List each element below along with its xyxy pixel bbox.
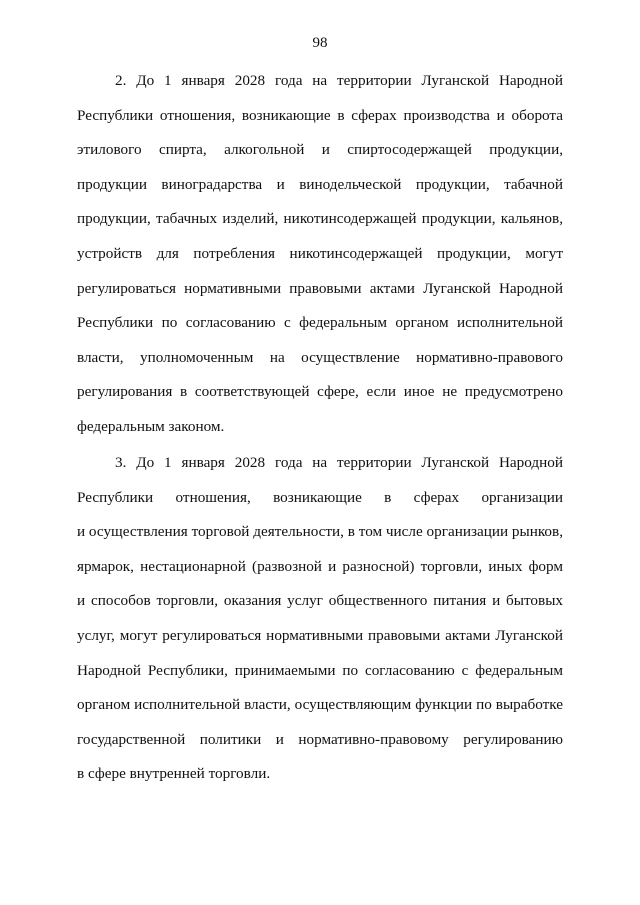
text-line: 2. До 1 января 2028 года на территории Луганской Народной	[115, 72, 563, 89]
text-line: устройств для потребления никотинсодержащей продукции, могут	[77, 244, 563, 262]
text-line: продукции, табачных изделий, никотинсодержащей продукции, кальянов,	[77, 210, 563, 228]
text-line: государственной политики и нормативно-правовому регулированию	[77, 730, 563, 748]
text-line: продукции виноградарства и винодельческой продукции, табачной	[77, 175, 563, 193]
text-line: власти, уполномоченным на осуществление нормативно-правового	[77, 348, 563, 366]
text-line: Республики отношения, возникающие в сферах производства и оборота	[77, 106, 563, 124]
text-line: в сфере внутренней торговли.	[77, 765, 271, 783]
text-line: федеральным законом.	[77, 417, 225, 435]
text-line: и способов торговли, оказания услуг общественного питания и бытовых	[77, 592, 563, 610]
text-line: Республики отношения, возникающие в сферах организации	[77, 488, 563, 506]
text-line: Народной Республики, принимаемыми по согласованию с федеральным	[77, 661, 563, 679]
text-line: этилового спирта, алкогольной и спиртосодержащей продукции,	[77, 141, 563, 159]
paragraph-3	[77, 446, 563, 792]
text-line: Республики по согласованию с федеральным органом исполнительной	[77, 314, 563, 332]
text-line: ярмарок, нестационарной (развозной и разносной) торговли, иных форм	[77, 557, 563, 575]
text-line: регулироваться нормативными правовыми актами Луганской Народной	[77, 279, 563, 297]
text-line: 3. До 1 января 2028 года на территории Луганской Народной	[115, 454, 563, 471]
text-line: услуг, могут регулироваться нормативными правовыми актами Луганской	[77, 626, 563, 644]
paragraph-2	[77, 64, 563, 445]
text-line: и осуществления торговой деятельности, в том числе организации рынков,	[77, 523, 563, 541]
text-line: органом исполнительной власти, осуществляющим функции по выработке	[77, 696, 563, 714]
page-number: 98	[312, 35, 328, 51]
text-line: регулирования в соответствующей сфере, если иное не предусмотрено	[77, 383, 563, 401]
